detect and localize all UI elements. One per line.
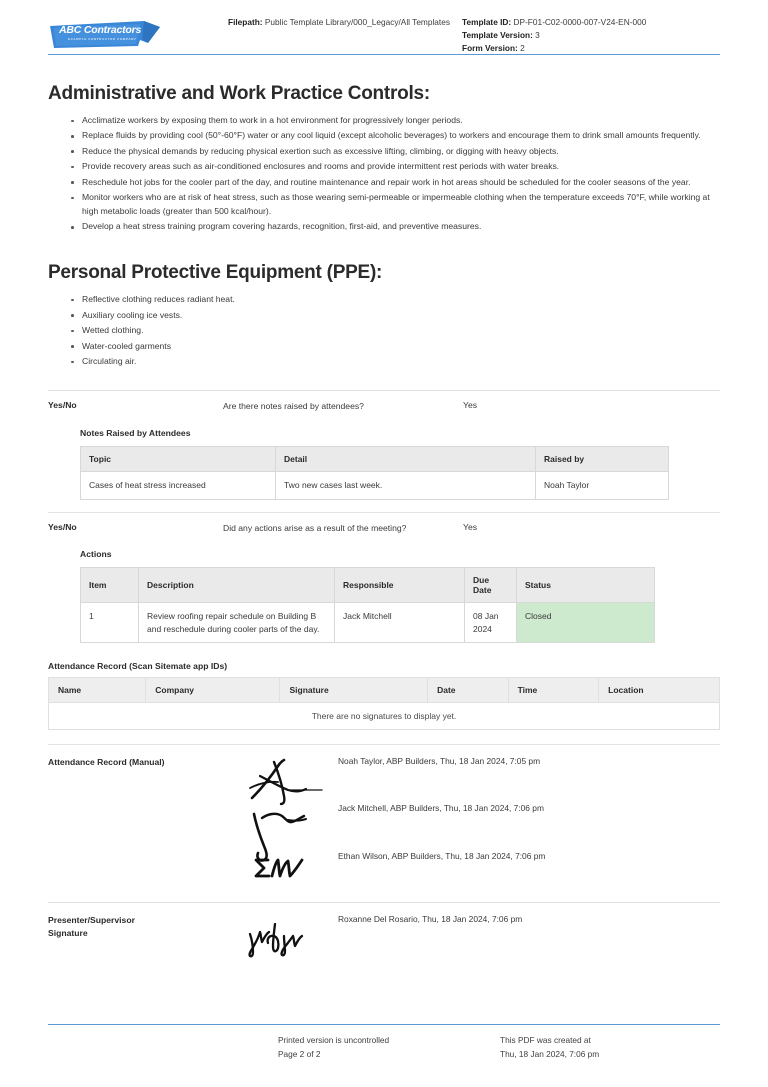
attendance-manual-label: Attendance Record (Manual) <box>48 757 165 768</box>
cell-detail: Two new cases last week. <box>276 471 536 499</box>
manual-entry-text: Noah Taylor, ABP Builders, Thu, 18 Jan 2024, 7:05 pm <box>338 756 541 767</box>
table-empty-row <box>49 703 720 730</box>
column-header-status: Status <box>517 567 655 602</box>
footer-spacer <box>48 1034 278 1061</box>
template-version-row <box>462 29 720 42</box>
footer-created-timestamp: Thu, 18 Jan 2024, 7:06 pm <box>500 1048 600 1059</box>
column-header-name: Name <box>49 678 146 703</box>
list-item: Monitor workers who are at risk of heat stress, such as those wearing semi-permeable or impermeable clothing when the temperature exceeds 70°F, while working at high metabolic loads (greater than 500 kcal/hour). <box>82 191 720 219</box>
document-footer <box>48 1024 720 1061</box>
notes-question-row <box>48 390 720 423</box>
list-item: Reschedule hot jobs for the cooler part of the day, and routine maintenance and repair work in hot areas should be scheduled for the cooler seasons of the year. <box>82 176 720 190</box>
column-header-description: Description <box>139 567 335 602</box>
template-id-value: DP-F01-C02-0000-007-V24-EN-000 <box>513 17 647 27</box>
logo-subtext: EXAMPLE CONTRACTOR COMPANY <box>68 37 137 41</box>
actions-table-title: Actions <box>80 548 112 559</box>
list-item: Provide recovery areas such as air-conditioned enclosures and rooms and provide intermittent rest periods with water breaks. <box>82 160 720 174</box>
cell-raised-by: Noah Taylor <box>536 471 669 499</box>
list-item: Wetted clothing. <box>82 324 720 338</box>
presenter-label-line1: Presenter/Supervisor <box>48 915 135 926</box>
list-item: Replace fluids by providing cool (50°-60°F) water or any cool liquid (except alcoholic beverages) to workers and encourage them to drink small amounts frequently. <box>82 129 720 143</box>
column-header-company: Company <box>146 678 280 703</box>
bullet-list-admin <box>48 114 720 234</box>
column-header-location: Location <box>599 678 720 703</box>
notes-table-title: Notes Raised by Attendees <box>80 427 191 438</box>
notes-question-label: Yes/No <box>48 400 77 411</box>
footer-page-number: Page 2 of 2 <box>278 1048 321 1059</box>
filepath-value: Public Template Library/000_Legacy/All Templates <box>264 17 450 27</box>
table-row <box>81 471 669 499</box>
actions-table-block <box>48 545 720 656</box>
table-header-row <box>49 678 720 703</box>
document-header <box>48 0 720 53</box>
column-header-responsible: Responsible <box>335 567 465 602</box>
column-header-time: Time <box>508 678 599 703</box>
actions-question-answer: Yes <box>463 521 478 532</box>
table-header-row <box>81 567 655 602</box>
list-item: Acclimatize workers by exposing them to work in a hot environment for progressively longer periods. <box>82 114 720 128</box>
section-title-ppe: Personal Protective Equipment (PPE): <box>48 262 383 284</box>
notes-table <box>80 446 669 500</box>
empty-state-message: There are no signatures to display yet. <box>49 703 720 730</box>
actions-question-label: Yes/No <box>48 521 77 532</box>
cell-topic: Cases of heat stress increased <box>81 471 276 499</box>
template-id-row <box>462 16 720 29</box>
attendance-scan-title: Attendance Record (Scan Sitemate app IDs) <box>48 661 228 672</box>
notes-question-text: Are there notes raised by attendees? <box>223 401 364 412</box>
presenter-label-line2: Signature <box>48 927 88 938</box>
footer-right-column <box>500 1034 722 1061</box>
section-admin-controls <box>48 83 720 234</box>
template-version-value: 3 <box>535 29 540 40</box>
template-meta <box>458 16 720 55</box>
status-badge: Closed <box>517 602 655 643</box>
signature-roxanne-del-rosario-icon <box>246 920 310 960</box>
company-logo <box>48 16 228 51</box>
list-item: Develop a heat stress training program covering hazards, recognition, first-aid, and preventive measures. <box>82 220 720 234</box>
logo-company-name: ABC Contractors <box>59 24 142 36</box>
list-item: Auxiliary cooling ice vests. <box>82 309 720 323</box>
presenter-entry-text: Roxanne Del Rosario, Thu, 18 Jan 2024, 7:06 pm <box>338 914 523 925</box>
manual-entry-text: Ethan Wilson, ABP Builders, Thu, 18 Jan 2024, 7:06 pm <box>338 851 546 862</box>
attendance-manual-block <box>48 744 720 884</box>
column-header-item: Item <box>81 567 139 602</box>
section-ppe <box>48 262 720 369</box>
cell-description: Review roofing repair schedule on Building B and reschedule during cooler parts of the day. <box>139 602 335 643</box>
notes-table-block <box>48 424 720 512</box>
form-version-value: 2 <box>520 42 525 53</box>
template-id-label: Template ID: <box>462 17 512 27</box>
form-version-label: Form Version: <box>462 42 518 53</box>
section-title-admin: Administrative and Work Practice Controls: <box>48 83 430 104</box>
cell-due-date: 08 Jan 2024 <box>465 602 517 643</box>
column-header-detail: Detail <box>276 446 536 471</box>
signature-noah-taylor-icon <box>244 754 324 814</box>
footer-print-notice: Printed version is uncontrolled <box>278 1035 390 1046</box>
actions-table <box>80 567 655 644</box>
template-version-label: Template Version: <box>462 29 533 40</box>
list-item: Reduce the physical demands by reducing physical exertion such as excessive lifting, climbing, or digging with heavy objects. <box>82 145 720 159</box>
table-row <box>81 602 655 643</box>
column-header-due-date: Due Date <box>465 567 517 602</box>
presenter-signature-label <box>48 914 238 939</box>
attendance-scan-block <box>48 655 720 730</box>
actions-question-row <box>48 512 720 545</box>
footer-left-column <box>278 1034 500 1061</box>
notes-question-answer: Yes <box>463 400 478 411</box>
filepath-meta <box>228 16 458 29</box>
column-header-raised-by: Raised by <box>536 446 669 471</box>
list-item: Water-cooled garments <box>82 340 720 354</box>
form-version-row <box>462 42 720 55</box>
manual-entry-text: Jack Mitchell, ABP Builders, Thu, 18 Jan 2024, 7:06 pm <box>338 803 544 814</box>
column-header-date: Date <box>428 678 509 703</box>
column-header-topic: Topic <box>81 446 276 471</box>
list-item: Circulating air. <box>82 355 720 369</box>
cell-item: 1 <box>81 602 139 643</box>
cell-responsible: Jack Mitchell <box>335 602 465 643</box>
presenter-signature-block <box>48 902 720 972</box>
footer-created-label: This PDF was created at <box>500 1035 591 1046</box>
column-header-signature: Signature <box>280 678 428 703</box>
attendance-scan-table <box>48 677 720 730</box>
signature-ethan-wilson-icon <box>252 854 310 884</box>
actions-question-text: Did any actions arise as a result of the meeting? <box>223 522 407 533</box>
list-item: Reflective clothing reduces radiant heat. <box>82 293 720 307</box>
logo-badge-shape <box>48 19 162 51</box>
filepath-label: Filepath: <box>228 17 263 27</box>
table-header-row <box>81 446 669 471</box>
bullet-list-ppe <box>48 293 720 369</box>
